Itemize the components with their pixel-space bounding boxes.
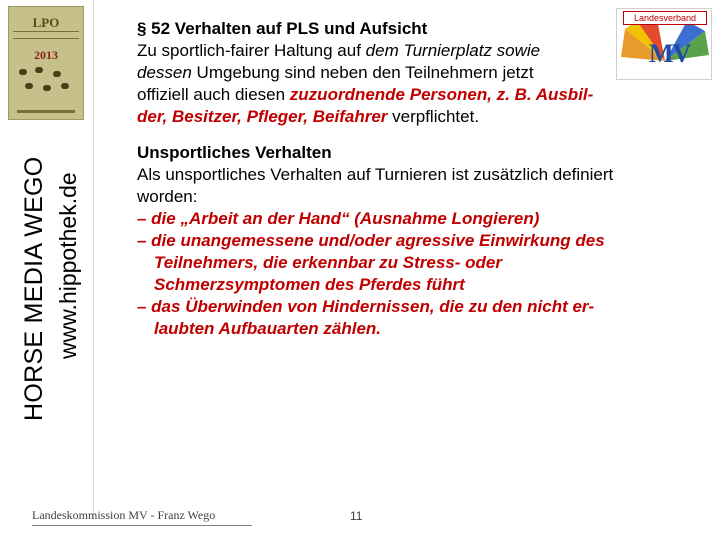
list-item-continuation: laubten Aufbauarten zählen. bbox=[154, 319, 382, 338]
book-title: LPO bbox=[32, 15, 60, 30]
horse-figure-icon bbox=[35, 67, 43, 73]
horse-figure-icon bbox=[25, 83, 33, 89]
horse-figure-icon bbox=[43, 85, 51, 91]
book-subtitle-lines bbox=[13, 31, 79, 39]
list-item: – die unangemessene und/oder agressive Einwirkung des bbox=[137, 231, 605, 250]
sidebar bbox=[0, 0, 94, 520]
paragraph-line: offiziell auch diesen zuzuordnende Personen, z. B. Ausbil- bbox=[137, 85, 594, 104]
rider-figures-icon bbox=[17, 65, 75, 95]
paragraph-line: Zu sportlich-fairer Haltung auf dem Turnierplatz sowie bbox=[137, 41, 541, 60]
page-number: 11 bbox=[350, 509, 363, 523]
paragraph-line: der, Besitzer, Pfleger, Beifahrer verpflichtet. bbox=[137, 107, 480, 126]
horse-figure-icon bbox=[53, 71, 61, 77]
book-year: 2013 bbox=[34, 48, 58, 62]
horse-figure-icon bbox=[61, 83, 69, 89]
list-item: – die „Arbeit an der Hand“ (Ausnahme Longieren) bbox=[137, 209, 540, 228]
lpo-book-cover bbox=[8, 6, 84, 120]
paragraph-line: dessen Umgebung sind neben den Teilnehmern jetzt bbox=[137, 63, 534, 82]
footer-text: Landeskommission MV - Franz Wego bbox=[32, 508, 216, 522]
logo-initials: MV bbox=[649, 39, 691, 68]
list-item-continuation: Schmerzsymptomen des Pferdes führt bbox=[154, 275, 465, 294]
logo-label: Landesverband bbox=[623, 11, 707, 25]
book-footer-line bbox=[17, 110, 75, 113]
section-heading: § 52 Verhalten auf PLS und Aufsicht bbox=[137, 19, 428, 38]
slide-content bbox=[137, 18, 697, 340]
list-item: – das Überwinden von Hindernissen, die zu den nicht er- bbox=[137, 297, 595, 316]
url-vertical-text[interactable]: www.hippothek.de bbox=[55, 172, 81, 359]
list-item-continuation: Teilnehmers, die erkennbar zu Stress- oder bbox=[154, 253, 502, 272]
footer-divider bbox=[32, 525, 252, 526]
paragraph-line: Als unsportliches Verhalten auf Turnieren ist zusätzlich definiert bbox=[137, 165, 614, 184]
paragraph-line: worden: bbox=[137, 187, 198, 206]
brand-vertical-text: HORSE MEDIA WEGO bbox=[20, 156, 48, 421]
horse-figure-icon bbox=[19, 69, 27, 75]
section-heading: Unsportliches Verhalten bbox=[137, 143, 332, 162]
